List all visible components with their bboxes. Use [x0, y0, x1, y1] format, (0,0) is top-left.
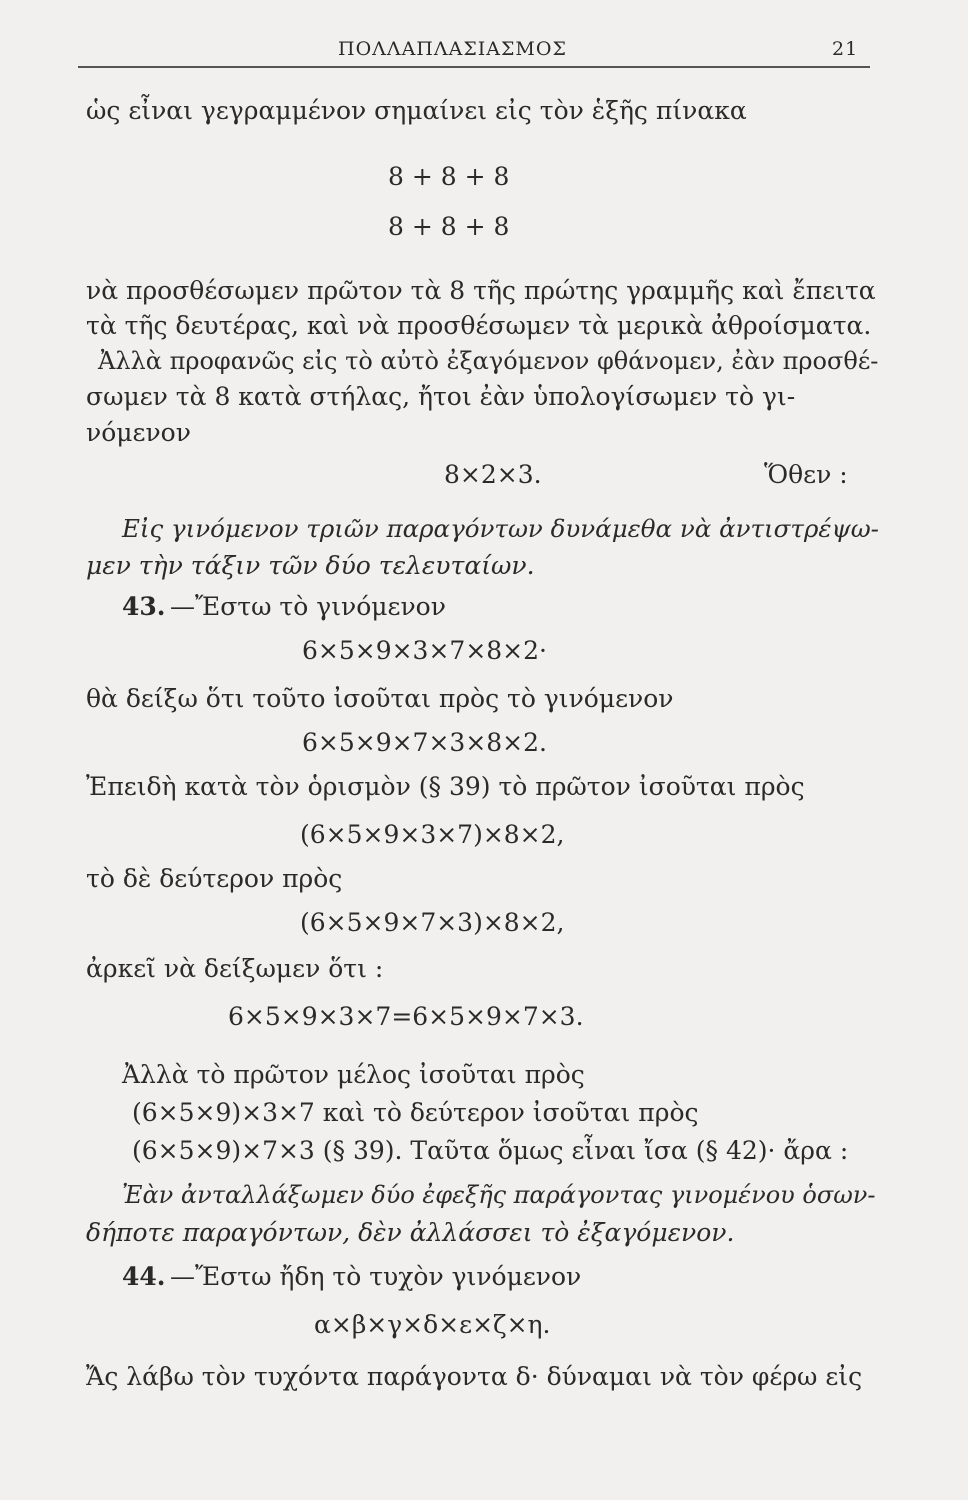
text-line: Ἀλλὰ προφανῶς εἰς τὸ αὐτὸ ἐξαγόμενον φθάνομεν, ἐὰν προσθέ-: [98, 347, 879, 375]
text-line: (6×5×9)×3×7 καὶ τὸ δεύτερον ἰσοῦται πρὸς: [132, 1098, 699, 1127]
text-line: —Ἔστω τὸ γινόμενον: [170, 592, 446, 621]
text-line: σωμεν τὰ 8 κατὰ στήλας, ἤτοι ἐὰν ὑπολογίσωμεν τὸ γι-: [86, 382, 796, 411]
text-line: (6×5×9)×7×3 (§ 39). Ταῦτα ὅμως εἶναι ἴσα (§ 42)· ἄρα :: [132, 1136, 849, 1165]
equation-product: α×β×γ×δ×ε×ζ×η.: [314, 1310, 551, 1339]
equation-product: (6×5×9×7×3)×8×2,: [300, 908, 565, 937]
text-line: τὸ δὲ δεύτερον πρὸς: [86, 864, 343, 893]
equation-product: 6×5×9×3×7×8×2·: [302, 636, 547, 665]
text-line: νόμενον: [86, 418, 191, 447]
running-header-title: ΠΟΛΛΑΠΛΑΣΙΑΣΜΟΣ: [338, 38, 567, 60]
text-line: τὰ τῆς δευτέρας, καὶ νὰ προσθέσωμεν τὰ μερικὰ ἀθροίσματα.: [86, 311, 872, 340]
header-rule: [78, 66, 870, 68]
theorem-line: μεν τὴν τάξιν τῶν δύο τελευταίων.: [86, 551, 535, 580]
page-number: 21: [832, 38, 859, 60]
section-number-44: 44.: [122, 1262, 166, 1291]
section-number-43: 43.: [122, 592, 166, 621]
theorem-line: Ἐὰν ἀνταλλάξωμεν δύο ἐφεξῆς παράγοντας γινομένου ὁσων-: [122, 1181, 876, 1209]
equation-identity: 6×5×9×3×7=6×5×9×7×3.: [228, 1002, 584, 1031]
text-line: Ὅθεν :: [764, 460, 848, 489]
text-line: Ἀλλὰ τὸ πρῶτον μέλος ἰσοῦται πρὸς: [122, 1060, 585, 1089]
text-line: ὡς εἶναι γεγραμμένον σημαίνει εἰς τὸν ἑξῆς πίνακα: [86, 96, 747, 125]
equation-sum-row-2: 8 + 8 + 8: [388, 212, 510, 241]
text-line: Ἄς λάβω τὸν τυχόντα παράγοντα δ· δύναμαι νὰ τὸν φέρω εἰς: [86, 1362, 863, 1391]
text-line: ἀρκεῖ νὰ δείξωμεν ὅτι :: [86, 954, 384, 983]
text-line: —Ἔστω ἤδη τὸ τυχὸν γινόμενον: [170, 1262, 582, 1291]
equation-product: 6×5×9×7×3×8×2.: [302, 728, 547, 757]
equation-sum-row-1: 8 + 8 + 8: [388, 162, 510, 191]
equation-product: (6×5×9×3×7)×8×2,: [300, 820, 565, 849]
equation-product: 8×2×3.: [444, 460, 542, 489]
text-line: Ἐπειδὴ κατὰ τὸν ὁρισμὸν (§ 39) τὸ πρῶτον ἰσοῦται πρὸς: [86, 772, 805, 801]
text-line: νὰ προσθέσωμεν πρῶτον τὰ 8 τῆς πρώτης γραμμῆς καὶ ἔπειτα: [86, 276, 876, 305]
theorem-line: δήποτε παραγόντων, δὲν ἀλλάσσει τὸ ἐξαγόμενον.: [86, 1218, 735, 1247]
theorem-line: Εἰς γινόμενον τριῶν παραγόντων δυνάμεθα νὰ ἀντιστρέψω-: [122, 514, 879, 543]
text-line: θὰ δείξω ὅτι τοῦτο ἰσοῦται πρὸς τὸ γινόμενον: [86, 684, 674, 713]
